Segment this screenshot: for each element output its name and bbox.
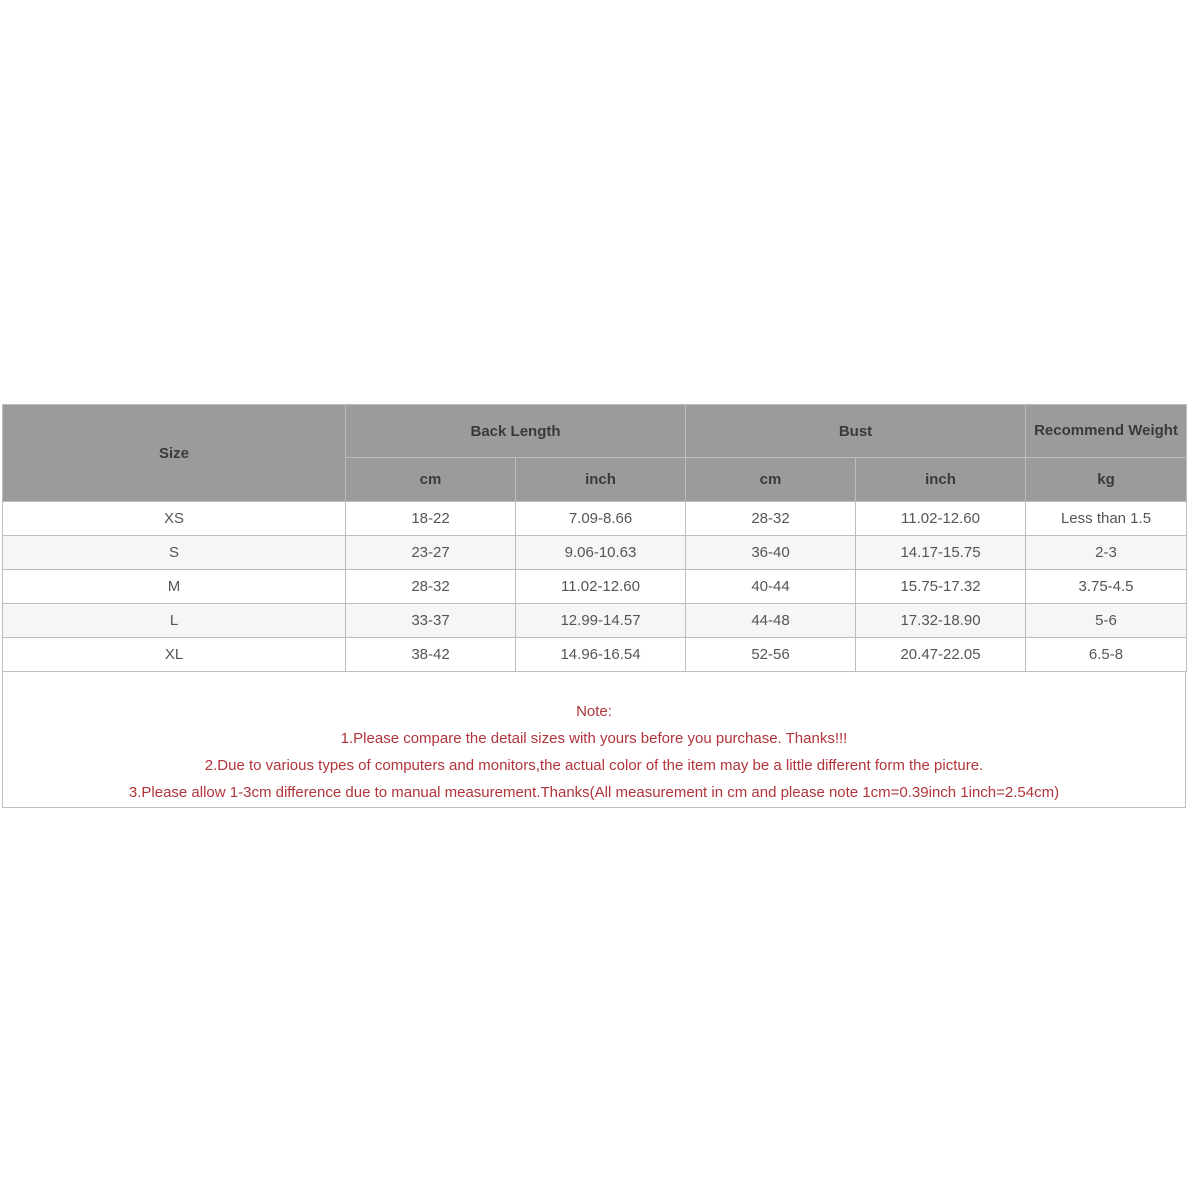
cell-weight: 3.75-4.5 (1026, 570, 1187, 604)
cell-back-inch: 7.09-8.66 (516, 502, 686, 536)
cell-back-inch: 12.99-14.57 (516, 604, 686, 638)
cell-back-inch: 14.96-16.54 (516, 638, 686, 672)
cell-size: S (3, 536, 346, 570)
cell-size: XL (3, 638, 346, 672)
note-line: 3.Please allow 1-3cm difference due to manual measurement.Thanks(All measurement in cm and please note 1cm=0.39inch 1inch=2.54cm) (128, 784, 1060, 801)
table-row (3, 604, 1187, 638)
unit-back-cm: cm (346, 458, 516, 502)
note-line: 1.Please compare the detail sizes with yours before you purchase. Thanks!!! (340, 730, 848, 747)
cell-bust-cm: 52-56 (686, 638, 856, 672)
cell-bust-inch: 15.75-17.32 (856, 570, 1026, 604)
size-chart (2, 404, 1186, 808)
cell-back-cm: 33-37 (346, 604, 516, 638)
cell-bust-cm: 36-40 (686, 536, 856, 570)
cell-back-inch: 11.02-12.60 (516, 570, 686, 604)
cell-weight: 5-6 (1026, 604, 1187, 638)
note-title: Note: (576, 703, 612, 720)
scrollbar[interactable] (1178, 0, 1188, 1034)
header-bust: Bust (686, 405, 1026, 458)
cell-back-cm: 18-22 (346, 502, 516, 536)
cell-bust-cm: 28-32 (686, 502, 856, 536)
table-header (3, 405, 1187, 502)
table-row (3, 570, 1187, 604)
table-row (3, 638, 1187, 672)
cell-size: M (3, 570, 346, 604)
cell-bust-inch: 20.47-22.05 (856, 638, 1026, 672)
cell-weight: 2-3 (1026, 536, 1187, 570)
table-row (3, 536, 1187, 570)
unit-back-inch: inch (516, 458, 686, 502)
cell-back-inch: 9.06-10.63 (516, 536, 686, 570)
cell-size: XS (3, 502, 346, 536)
cell-weight: Less than 1.5 (1026, 502, 1187, 536)
cell-back-cm: 23-27 (346, 536, 516, 570)
cell-weight: 6.5-8 (1026, 638, 1187, 672)
size-table (2, 404, 1187, 672)
table-row (3, 502, 1187, 536)
cell-back-cm: 38-42 (346, 638, 516, 672)
cell-bust-cm: 40-44 (686, 570, 856, 604)
cell-bust-inch: 11.02-12.60 (856, 502, 1026, 536)
cell-bust-inch: 14.17-15.75 (856, 536, 1026, 570)
unit-weight-kg: kg (1026, 458, 1187, 502)
header-back-length: Back Length (346, 405, 686, 458)
cell-bust-cm: 44-48 (686, 604, 856, 638)
cell-bust-inch: 17.32-18.90 (856, 604, 1026, 638)
header-recommend-weight: Recommend Weight (1026, 405, 1187, 458)
note-line: 2.Due to various types of computers and monitors,the actual color of the item may be a little different form the picture. (204, 757, 984, 774)
notes-section (2, 672, 1186, 808)
cell-back-cm: 28-32 (346, 570, 516, 604)
header-size: Size (3, 405, 346, 502)
cell-size: L (3, 604, 346, 638)
unit-bust-inch: inch (856, 458, 1026, 502)
table-body (3, 502, 1187, 672)
unit-bust-cm: cm (686, 458, 856, 502)
